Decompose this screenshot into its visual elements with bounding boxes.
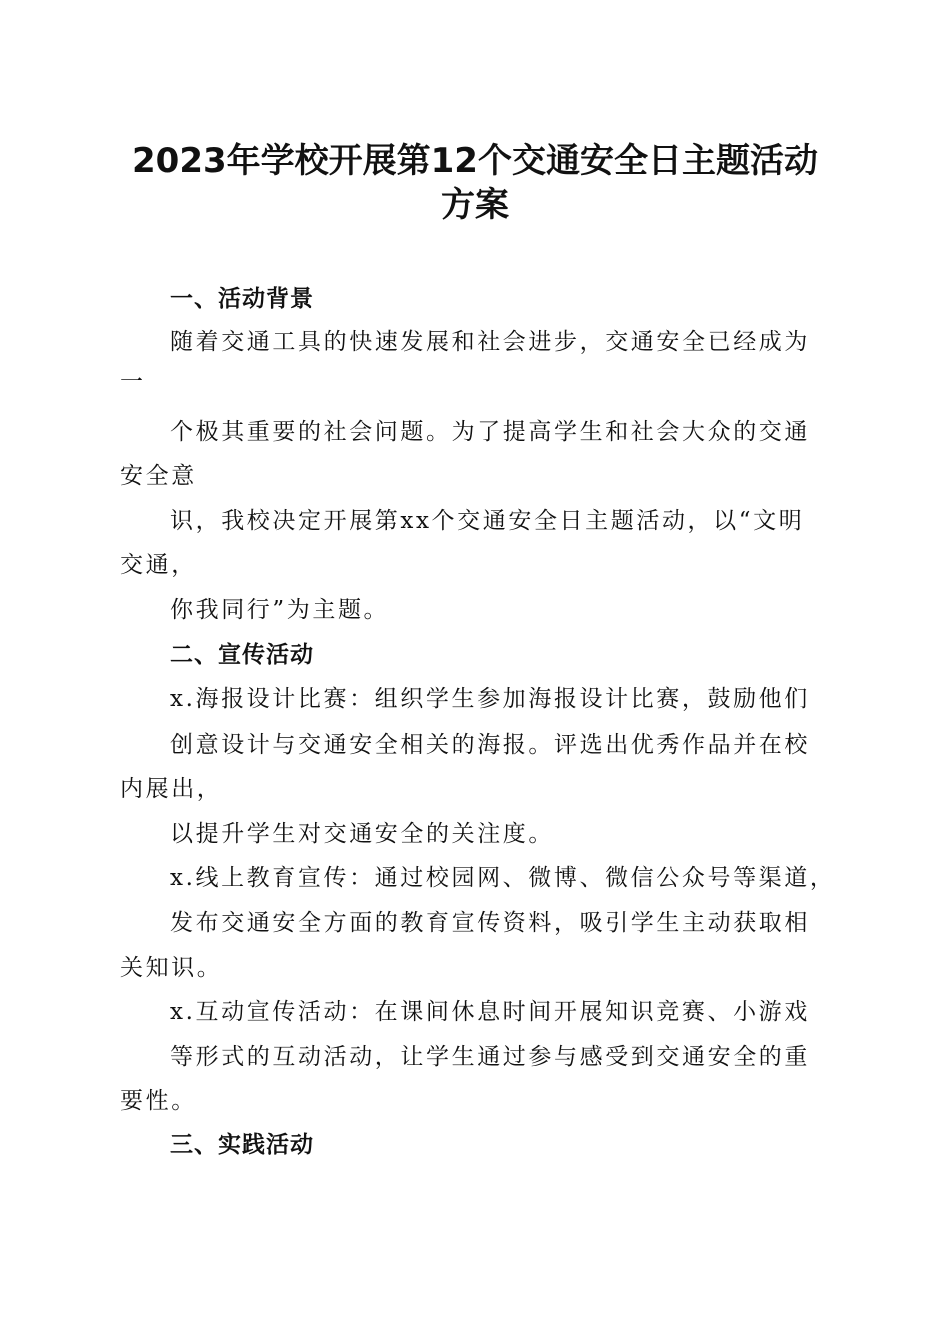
paragraph-line: 交通， — [120, 552, 197, 578]
paragraph-line: x.海报设计比赛：组织学生参加海报设计比赛，鼓励他们 — [170, 686, 810, 712]
paragraph-line: 安全意 — [120, 463, 197, 489]
document-title-line-2: 方案 — [441, 185, 509, 225]
paragraph-line: x.线上教育宣传：通过校园网、微博、微信公众号等渠道， — [170, 865, 836, 891]
paragraph-line: 以提升学生对交通安全的关注度。 — [170, 821, 554, 847]
paragraph-line: 等形式的互动活动，让学生通过参与感受到交通安全的重 — [170, 1044, 810, 1070]
paragraph-line: 个极其重要的社会问题。为了提高学生和社会大众的交通 — [170, 419, 810, 445]
paragraph-line: 发布交通安全方面的教育宣传资料，吸引学生主动获取相 — [170, 910, 810, 936]
paragraph-line: 你我同行”为主题。 — [170, 597, 390, 623]
paragraph-line: 识，我校决定开展第xx个交通安全日主题活动，以“文明 — [170, 508, 805, 534]
paragraph-line: 内展出， — [120, 776, 223, 802]
paragraph-line: 一 — [120, 369, 146, 395]
section-heading-practice: 三、实践活动 — [170, 1132, 314, 1158]
section-heading-publicity: 二、宣传活动 — [170, 642, 314, 668]
document-title-line-1: 2023年学校开展第12个交通安全日主题活动 — [132, 141, 818, 181]
section-heading-background: 一、活动背景 — [170, 286, 314, 312]
paragraph-line: 随着交通工具的快速发展和社会进步，交通安全已经成为 — [170, 329, 810, 355]
paragraph-line: 要性。 — [120, 1088, 197, 1114]
paragraph-line: 关知识。 — [120, 955, 223, 981]
paragraph-line: x.互动宣传活动：在课间休息时间开展知识竞赛、小游戏 — [170, 999, 810, 1025]
paragraph-line: 创意设计与交通安全相关的海报。评选出优秀作品并在校 — [170, 732, 810, 758]
